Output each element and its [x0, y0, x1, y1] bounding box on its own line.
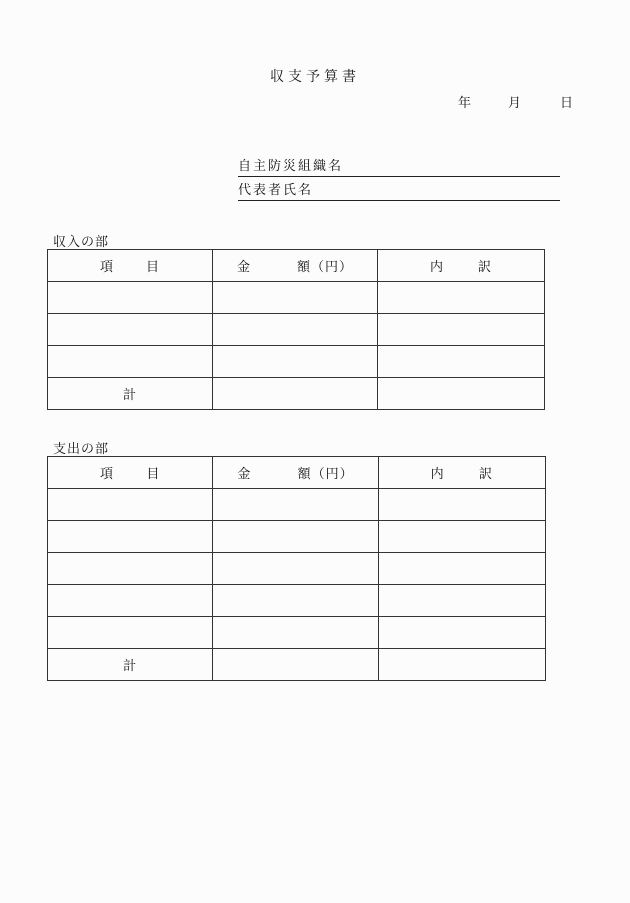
table-cell[interactable]	[48, 521, 213, 553]
income-header-detail-b: 訳	[477, 260, 492, 275]
table-row	[48, 489, 546, 521]
expense-header-detail-b: 訳	[478, 467, 493, 482]
table-row	[48, 346, 545, 378]
table-cell[interactable]	[378, 489, 545, 521]
expense-total-row	[48, 649, 546, 681]
income-total-amount[interactable]	[213, 378, 378, 410]
expense-header-detail-a: 内	[430, 467, 445, 482]
expense-table	[47, 456, 546, 681]
income-header-amount	[213, 250, 378, 282]
organization-name-line	[238, 158, 560, 177]
expense-total-amount[interactable]	[213, 649, 378, 681]
income-total-row	[48, 378, 545, 410]
representative-name-label: 代表者氏名	[238, 183, 314, 198]
table-cell[interactable]	[48, 346, 213, 378]
date-month-label: 月	[508, 96, 522, 111]
table-cell[interactable]	[378, 314, 545, 346]
income-header-amount-a: 金	[237, 260, 252, 275]
table-cell[interactable]	[213, 553, 378, 585]
expense-header-amount-b: 額（円）	[297, 467, 354, 482]
income-header-detail-a: 内	[430, 260, 445, 275]
representative-name-line	[238, 182, 560, 201]
income-total-label: 計	[48, 378, 213, 410]
table-cell[interactable]	[48, 314, 213, 346]
table-cell[interactable]	[378, 553, 545, 585]
table-cell[interactable]	[213, 346, 378, 378]
table-cell[interactable]	[48, 617, 213, 649]
income-total-detail[interactable]	[378, 378, 545, 410]
expense-total-detail[interactable]	[378, 649, 545, 681]
expense-header-item-b: 目	[146, 467, 161, 482]
expense-section-label: 支出の部	[53, 442, 110, 457]
expense-header-amount	[213, 457, 378, 489]
table-cell[interactable]	[48, 553, 213, 585]
table-cell[interactable]	[213, 314, 378, 346]
table-row	[48, 553, 546, 585]
table-row	[48, 521, 546, 553]
income-header-amount-b: 額（円）	[296, 260, 353, 275]
table-row	[48, 314, 545, 346]
table-row	[48, 617, 546, 649]
table-row	[48, 282, 545, 314]
income-section-label: 収入の部	[53, 235, 110, 250]
expense-total-label: 計	[48, 649, 213, 681]
table-row	[48, 585, 546, 617]
table-cell[interactable]	[48, 585, 213, 617]
expense-header-row	[48, 457, 546, 489]
expense-header-item-a: 項	[100, 467, 115, 482]
table-cell[interactable]	[378, 585, 545, 617]
income-table	[47, 249, 545, 410]
table-cell[interactable]	[378, 346, 545, 378]
table-cell[interactable]	[48, 282, 213, 314]
table-cell[interactable]	[213, 521, 378, 553]
table-cell[interactable]	[213, 617, 378, 649]
expense-header-item	[48, 457, 213, 489]
expense-header-detail	[378, 457, 545, 489]
income-header-item	[48, 250, 213, 282]
expense-header-amount-a: 金	[237, 467, 252, 482]
income-header-detail	[378, 250, 545, 282]
table-cell[interactable]	[213, 489, 378, 521]
date-year-label: 年	[458, 96, 472, 111]
table-cell[interactable]	[48, 489, 213, 521]
table-cell[interactable]	[213, 585, 378, 617]
table-cell[interactable]	[213, 282, 378, 314]
table-cell[interactable]	[378, 521, 545, 553]
income-header-item-b: 目	[145, 260, 160, 275]
organization-name-label: 自主防災組織名	[238, 159, 344, 174]
document-title: 収支予算書	[270, 69, 360, 85]
table-cell[interactable]	[378, 282, 545, 314]
date-day-label: 日	[560, 96, 574, 111]
income-header-item-a: 項	[100, 260, 115, 275]
table-cell[interactable]	[378, 617, 545, 649]
income-header-row	[48, 250, 545, 282]
